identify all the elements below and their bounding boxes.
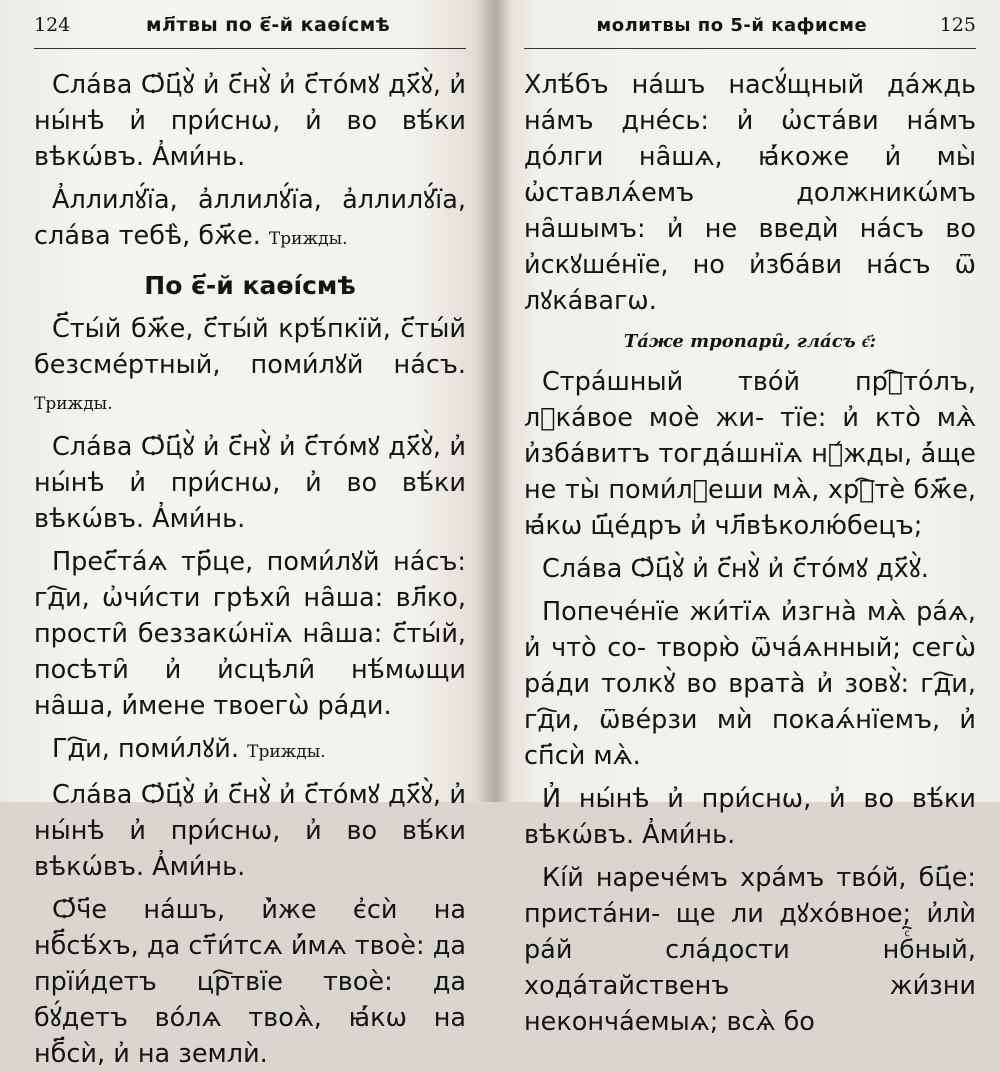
- paragraph: Кі́й нарече́мъ хра́мъ тво́й, бц҃е: приста́ни- ще ли дꙋхо́вное; и҆лѝ ра́й сла́дости нбⷭ҇ный, хода́тайственъ жи́зни неконча́емыѧ; всѧ̀ бо: [524, 863, 976, 1037]
- paragraph: Сла́ва Ѻ҆ц҃ꙋ̀ и҆ с҃нꙋ̀ и҆ с҃то́мꙋ дх҃ꙋ̀.: [542, 554, 929, 584]
- section-heading: По є҃-й каѳі́смѣ: [144, 271, 356, 300]
- paragraph: [34, 182, 466, 257]
- rubric-note: Трижды.: [34, 394, 113, 414]
- right-page: [488, 0, 1000, 1037]
- left-page: [0, 0, 488, 1069]
- paragraph: [34, 777, 466, 885]
- paragraph-text: Ѻ҆́ч҃е на́шъ, и҆̀же є҆сѝ на нб҃сѣ́хъ, да ст҃и́тсѧ и҆́мѧ твоѐ: да прїи́детъ цр҇твїе твоѐ: да бꙋ́детъ во́лѧ твоѧ̀, ꙗ҆́кѡ на нб҃сѝ, и҆ на землѝ.: [34, 895, 466, 1069]
- section-subheading: Та́же тропари̑, гла́съ є҃:: [623, 331, 877, 352]
- paragraph-text: Прес҃та́ѧ тр҃це, поми́лꙋй на́съ: гд҇и, ѡ҆чи́сти грѣхи̑ на̑ша: вл҃ко, прости̑ беззакѡ́нїѧ на̑ша: с҃ты́й, посѣти̑ и҆ и҆сцѣли̑ нѣ́мѡщи на̑ша, и҆́мене твоегѡ̀ ра́ди.: [34, 547, 466, 721]
- page-number: 124: [34, 14, 71, 36]
- rubric-note: Трижды.: [247, 742, 326, 762]
- paragraph: [34, 731, 466, 770]
- paragraph: Хлѣ́бъ на́шъ насꙋ́щный да́ждь на́мъ дне́сь: и҆ ѡ҆ста́ви на́мъ до́лги на̑шѧ, ꙗ҆́коже и҆ мы̀ ѡ҆ставлѧ́емъ должникѡ́мъ на̑шымъ: и҆ не введѝ на́съ во и҆скꙋше́нїе, но и҆зба́ви на́съ ѿ лꙋка́вагѡ.: [524, 70, 976, 316]
- right-page-header: [524, 14, 976, 49]
- rubric-note: Трижды.: [268, 229, 348, 249]
- left-page-body: [34, 67, 466, 1072]
- paragraph-text: Гд҇и, поми́лꙋй.: [52, 734, 239, 764]
- paragraph: Стра́шный тво́й прⷭ҇то́лъ, лꙋка́вое моѐ жи- тїе: и҆ кто̀ мѧ̀ и҆зба́витъ тогда́шнїѧ нꙋ́жды, а҆́ще не ты̀ поми́лꙋеши мѧ̀, хрⷭ҇тѐ бж҃е, ꙗ҆́кѡ щ҃е́дръ и҆ чл҃вѣколю́бецъ;: [524, 367, 976, 541]
- right-page-body: [524, 67, 976, 1040]
- paragraph-text: Сла́ва Ѻ҆ц҃ꙋ̀ и҆ с҃нꙋ̀ и҆ с҃то́мꙋ дх҃ꙋ̀, и҆ ны́нѣ и҆ при́снѡ, и҆ во вѣ́ки вѣкѡ́въ. А҆ми́нь.: [34, 432, 466, 534]
- running-title: мл҃твы по є҃-й каѳі́смѣ: [146, 14, 391, 36]
- paragraph-text: А҆ллилꙋ́їа, а҆ллилꙋ́їа, а҆ллилꙋ́їа, сла́ва тебѣ̀, бж҃е.: [34, 185, 466, 251]
- paragraph: [34, 892, 466, 1072]
- paragraph: Попече́нїе жи́тїѧ и҆згна̀ мѧ̀ ра́ѧ, и҆ что̀ со- творю̀ ѿча́ѧнный; сегѡ̀ ра́ди толкꙋ̀ во врата̀ и҆ зовꙋ̀: гд҇и, гд҇и, ѿве́рзи мѝ покаѧ́нїемъ, и҆ сп҃сѝ мѧ̀.: [524, 597, 976, 771]
- paragraph: [34, 544, 466, 724]
- paragraph-text: Сла́ва Ѻ҆ц҃ꙋ̀ и҆ с҃нꙋ̀ и҆ с҃то́мꙋ дх҃ꙋ̀, и҆ ны́нѣ и҆ при́снѡ, и҆ во вѣ́ки вѣкѡ́въ. А҆ми́нь.: [34, 70, 466, 172]
- page-number: 125: [939, 14, 976, 36]
- left-page-header: [34, 14, 466, 49]
- paragraph: И҆ ны́нѣ и҆ при́снѡ, и҆ во вѣ́ки вѣкѡ́въ. А҆ми́нь.: [524, 784, 976, 850]
- running-title: молитвы по 5-й кафисме: [596, 15, 868, 36]
- paragraph-text: С҃ты́й бж҃е, с҃ты́й крѣ́пкїй, с҃ты́й безсме́ртный, поми́лꙋй на́съ.: [34, 314, 466, 380]
- paragraph-text: Сла́ва Ѻ҆ц҃ꙋ̀ и҆ с҃нꙋ̀ и҆ с҃то́мꙋ дх҃ꙋ̀, и҆ ны́нѣ и҆ при́снѡ, и҆ во вѣ́ки вѣкѡ́въ. А҆ми́нь.: [34, 780, 466, 882]
- paragraph: [34, 429, 466, 537]
- paragraph: [34, 67, 466, 175]
- paragraph: [34, 311, 466, 422]
